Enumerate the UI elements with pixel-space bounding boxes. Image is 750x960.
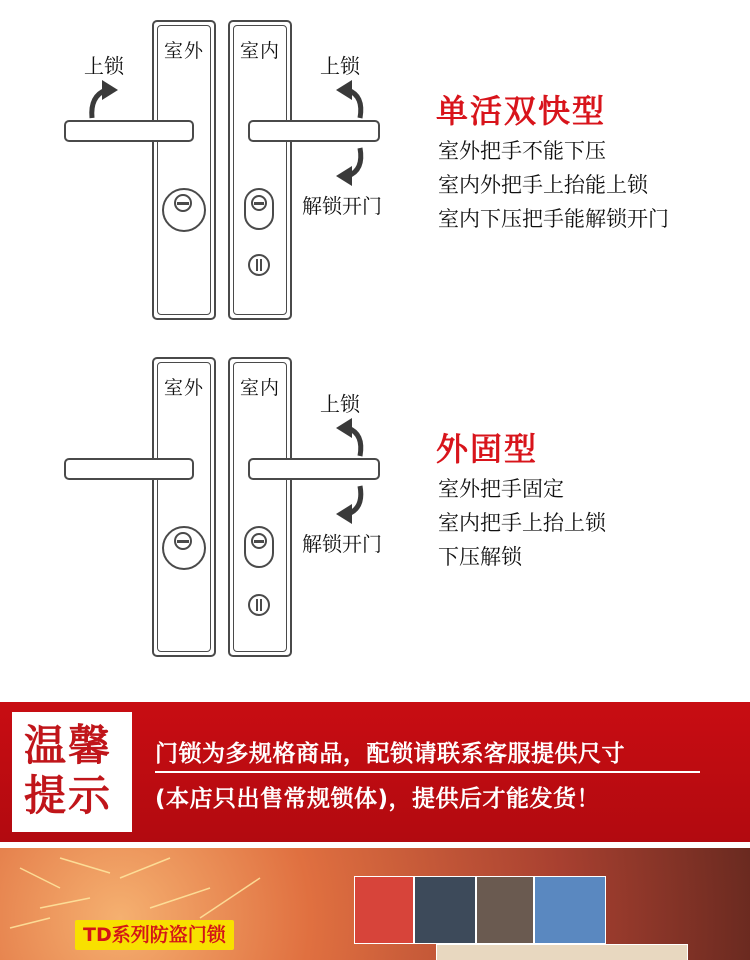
- right-lock-label: 上锁: [320, 54, 360, 78]
- series-badge: TD系列防盗门锁: [75, 920, 234, 950]
- curved-down-arrow-icon: [330, 146, 370, 188]
- desc-line: 室外把手不能下压: [438, 139, 606, 163]
- inside-handle: [248, 120, 380, 142]
- desc-line: 室内外把手上抬能上锁: [438, 173, 648, 197]
- notice-badge-line2: 提示: [24, 771, 113, 820]
- outside-plate-label: 室外: [163, 40, 204, 62]
- outside-handle: [64, 458, 194, 480]
- thumb-turn-knob: [248, 594, 270, 616]
- notice-badge-line1: 温馨: [24, 721, 113, 770]
- section-title: 外固型: [436, 430, 539, 468]
- curved-down-arrow-icon: [330, 484, 370, 526]
- notice-badge: [12, 712, 132, 832]
- desc-line: 室外把手固定: [438, 477, 564, 501]
- promo-photo: [414, 876, 476, 944]
- inside-cylinder: [244, 526, 274, 568]
- unlock-label: 解锁开门: [302, 194, 382, 218]
- inside-handle: [248, 458, 380, 480]
- inside-plate-label: 室内: [239, 377, 280, 399]
- desc-line: 下压解锁: [438, 545, 522, 569]
- outside-cylinder: [162, 526, 206, 570]
- inside-cylinder: [244, 188, 274, 230]
- desc-line: 室内把手上抬上锁: [438, 511, 606, 535]
- desc-line: 室内下压把手能解锁开门: [438, 207, 669, 231]
- section-title: 单活双快型: [436, 92, 607, 130]
- outside-cylinder: [162, 188, 206, 232]
- outside-plate-label: 室外: [163, 377, 204, 399]
- outside-plate: [152, 20, 216, 320]
- curved-up-arrow-icon: [330, 416, 370, 458]
- thumb-turn-knob: [248, 254, 270, 276]
- inside-plate-label: 室内: [239, 40, 280, 62]
- unlock-label: 解锁开门: [302, 532, 382, 556]
- curved-up-arrow-icon: [330, 78, 370, 120]
- promo-photo: [476, 876, 534, 944]
- lock-label: 上锁: [320, 392, 360, 416]
- curved-up-arrow-icon: [84, 78, 124, 120]
- left-lock-label: 上锁: [84, 54, 124, 78]
- promo-photo: [436, 944, 688, 960]
- promo-photo: [534, 876, 606, 944]
- outside-plate: [152, 357, 216, 657]
- outside-handle: [64, 120, 194, 142]
- notice-line1: 门锁为多规格商品，配锁请联系客服提供尺寸: [155, 741, 625, 767]
- promo-photo: [354, 876, 414, 944]
- notice-divider: [155, 771, 700, 773]
- notice-line2: (本店只出售常规锁体)，提供后才能发货！: [155, 786, 601, 812]
